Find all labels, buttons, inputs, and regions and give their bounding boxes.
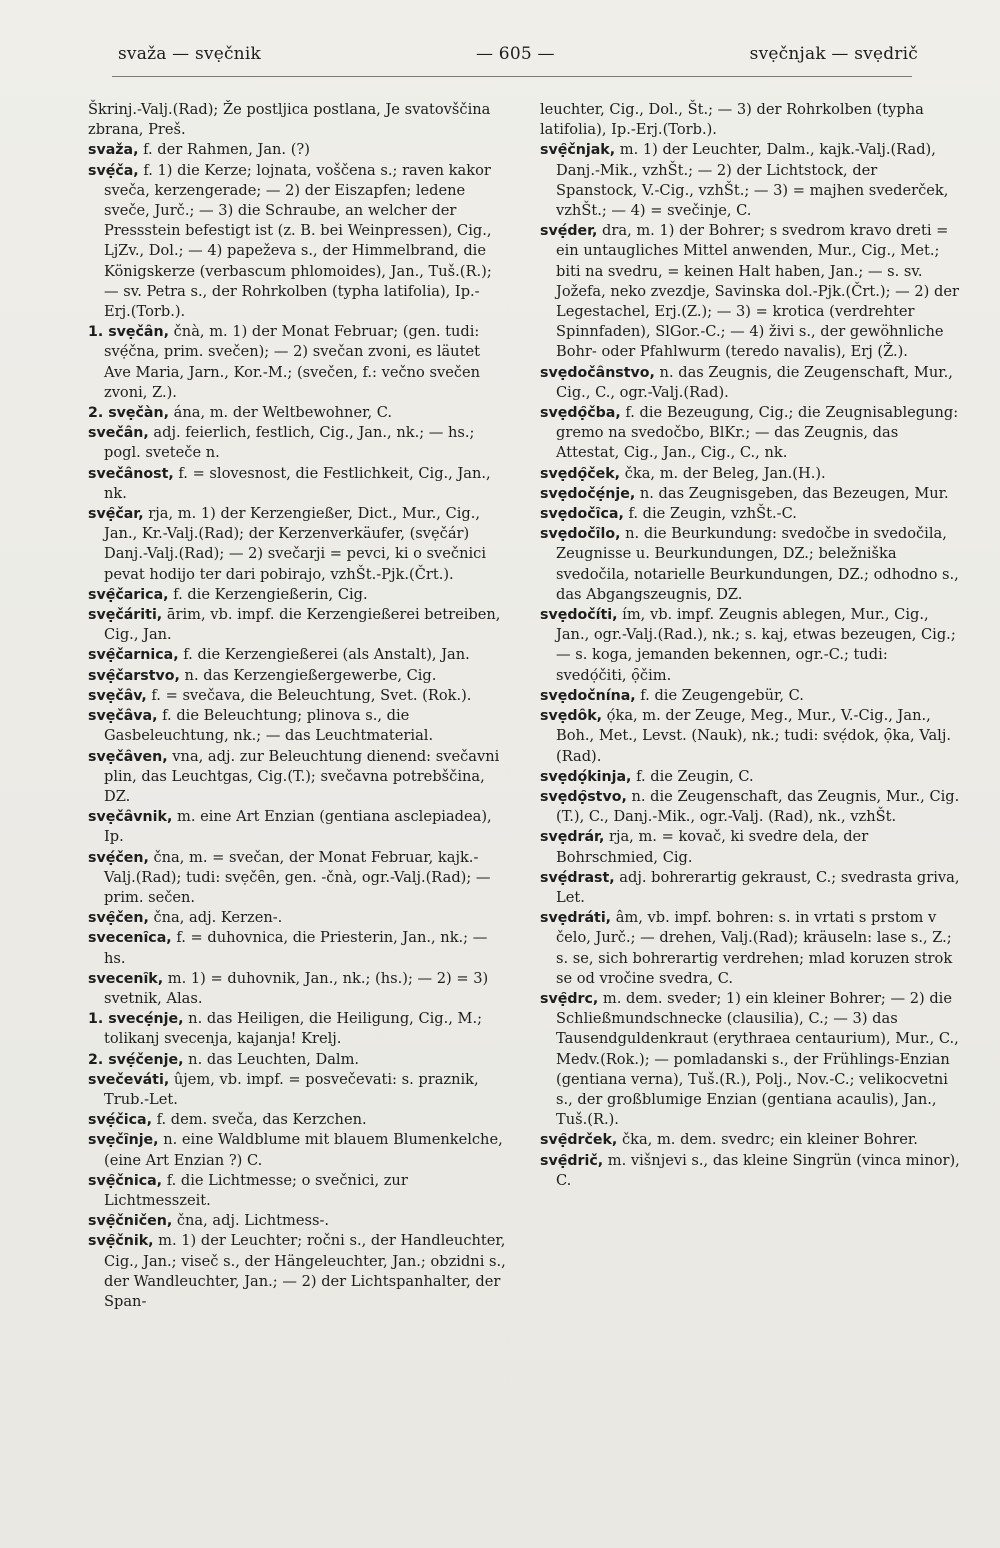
dictionary-entry — [540, 1151, 960, 1191]
entry-definition: n. das Heiligen, die Heiligung, Cig., M.; tolikanj svecenja, kajanja! Krelj. — [104, 1010, 483, 1048]
header-rule — [112, 76, 912, 77]
dictionary-entry — [88, 1171, 506, 1211]
entry-headword: svẹdočnína, — [540, 687, 636, 704]
dictionary-entry — [540, 787, 960, 827]
entry-definition: m. višnjevi s., das kleine Singrün (vinca minor), C. — [556, 1151, 960, 1189]
dictionary-entry — [88, 423, 506, 463]
dictionary-entry — [540, 504, 960, 524]
entry-headword: svẹ̑čarica, — [88, 586, 169, 603]
dictionary-entry — [540, 464, 960, 484]
entry-definition: ārim, vb. impf. die Kerzengießerei betreiben, Cig., Jan. — [104, 606, 501, 644]
dictionary-entry — [540, 524, 960, 605]
page-number: — 605 — — [476, 44, 555, 64]
entry-definition: n. eine Waldblume mit blauem Blumenkelche, (eine Art Enzian ?) C. — [104, 1131, 503, 1169]
dictionary-entry — [88, 969, 506, 1009]
dictionary-entry — [88, 807, 506, 847]
entry-headword: svẹ̑drc, — [540, 990, 599, 1007]
dictionary-entry — [88, 1009, 506, 1049]
entry-definition: čna, adj. Kerzen-. — [148, 909, 283, 927]
entry-definition: f. die Zeugin, C. — [631, 767, 754, 785]
entry-definition: f. 1) die Kerze; lojnata, voščena s.; raven kakor sveča, kerzengerade; — 2) der Eiszapfen; ledene sveče, Jurč.; — 3) die Schraube, an welcher der Pressstein befestigt ist (z. B. bei Weinpressen), Cig., LjZv., Dol.; — 4) papeževa s., der Himmelbrand, die Königskerze (verbascum phlomoides), Jan., Tuš.(R.); — sv. Petra s., der Rohrkolben (typha latifolia), Ip.-Erj.(Torb.). — [104, 161, 492, 321]
entry-definition: leuchter, Cig., Dol., Št.; — 3) der Rohrkolben (typha latifolia), Ip.-Erj.(Torb.). — [540, 101, 924, 139]
entry-headword: svẹdọ̑čba, — [540, 405, 621, 422]
entry-definition: n. das Leuchten, Dalm. — [183, 1050, 360, 1068]
entry-definition: f. dem. sveča, das Kerzchen. — [151, 1111, 367, 1129]
entry-headword: svečȃn, — [88, 425, 149, 442]
entry-continuation — [540, 100, 960, 140]
dictionary-entry — [88, 908, 506, 928]
entry-headword: svẹ́der, — [540, 223, 598, 240]
entry-definition: f. die Beleuchtung; plinova s., die Gasbeleuchtung, nk.; — das Leuchtmaterial. — [104, 707, 434, 745]
entry-headword: svẹčáriti, — [88, 607, 163, 624]
entry-headword: svẹdočȋca, — [540, 506, 624, 523]
entry-definition: čka, m. dem. svedrc; ein kleiner Bohrer. — [617, 1131, 918, 1149]
entry-headword: svẹdȏk, — [540, 708, 603, 725]
dictionary-entry — [88, 140, 506, 160]
entry-headword: svẹ̑čen, — [88, 910, 149, 927]
dictionary-entry — [88, 928, 506, 968]
dictionary-entry — [540, 605, 960, 686]
entry-definition: m. eine Art Enzian (gentiana asclepiadea), Ip. — [104, 808, 492, 846]
entry-headword: svẹ̑drček, — [540, 1132, 618, 1149]
entry-definition: ána, m. der Weltbewohner, C. — [169, 404, 393, 422]
entry-definition: ím, vb. impf. Zeugnis ablegen, Mur., Cig., Jan., ogr.-Valj.(Rad.), nk.; s. kaj, etwas bezeugen, Cig.; — s. koga, jemanden bekennen, ogr.-C.; tudi: svedọ́čiti, ọ̑čim. — [556, 606, 956, 684]
dictionary-entry — [88, 1130, 506, 1170]
dictionary-entry — [540, 403, 960, 464]
dictionary-entry — [88, 1050, 506, 1070]
entry-definition: ọ́ka, m. der Zeuge, Meg., Mur., V.-Cig., Jan., Boh., Met., Levst. (Nauk), nk.; tudi: svẹ́dok, ọ̑ka, Valj.(Rad). — [556, 707, 951, 765]
entry-headword: svẹdočȃnstvo, — [540, 364, 655, 381]
entry-definition: f. = duhovnica, die Priesterin, Jan., nk.; — hs. — [104, 929, 488, 967]
entry-definition: vna, adj. zur Beleuchtung dienend: svečavni plin, das Leuchtgas, Cig.(T.); svečavna potrebščina, DZ. — [104, 747, 500, 805]
entry-headword: svẹ̑čarstvo, — [88, 667, 180, 684]
entry-definition: rja, m. = kovač, ki svedre dela, der Bohrschmied, Cig. — [556, 828, 869, 866]
entry-headword: 2. svẹ́čenje, — [88, 1051, 184, 1068]
entry-definition: n. das Zeugnis, die Zeugenschaft, Mur., Cig., C., ogr.-Valj.(Rad). — [556, 363, 953, 401]
right-column — [540, 100, 960, 1191]
entry-definition: n. die Beurkundung: svedočbe in svedočila, Zeugnisse u. Beurkundungen, DZ.; beležniška svedočila, notarielle Beurkundungen, DZ.; odhodno s., das Abgangszeugnis, DZ. — [556, 525, 959, 603]
entry-definition: Škrinj.-Valj.(Rad); Že postljica postlana, Je svatovščina zbrana, Preš. — [88, 101, 491, 139]
entry-headword: svečȃnost, — [88, 465, 174, 482]
entry-definition: f. die Zeugengebür, C. — [635, 686, 804, 704]
dictionary-entry — [540, 1130, 960, 1150]
dictionary-entry — [88, 706, 506, 746]
entry-headword: 1. svẹčȃn, — [88, 324, 169, 341]
dictionary-entry — [88, 1211, 506, 1231]
entry-headword: svẹ̑drič, — [540, 1152, 604, 1169]
entry-definition: m. 1) = duhovnik, Jan., nk.; (hs.); — 2) = 3) svetnik, Alas. — [104, 969, 489, 1007]
entry-definition: n. die Zeugenschaft, das Zeugnis, Mur., Cig.(T.), C., Danj.-Mik., ogr.-Valj. (Rad), nk., vzhŠt. — [556, 787, 960, 826]
dictionary-entry — [88, 666, 506, 686]
entry-headword: svẹčȃva, — [88, 708, 158, 725]
entry-headword: svečeváti, — [88, 1071, 170, 1088]
header-left-guide-words: svaža — svẹčnik — [118, 44, 261, 64]
header-right-guide-words: svẹčnjak — svẹdrič — [749, 44, 918, 64]
entry-headword: svẹ̑čničen, — [88, 1213, 173, 1230]
entry-headword: svẹčȋnje, — [88, 1132, 159, 1149]
entry-definition: f. die Bezeugung, Cig.; die Zeugnisablegung: gremo na svedočbo, BlKr.; — das Zeugnis, das Attestat, Cig., Jan., Cig., C., nk. — [556, 404, 959, 462]
dictionary-entry — [540, 706, 960, 767]
entry-definition: m. 1) der Leuchter; ročni s., der Handleuchter, Cig., Jan.; viseč s., der Hängeleuchter, Jan.; obzidni s., der Wandleuchter, Jan.; — 2) der Lichtspanhalter, der Span- — [104, 1232, 506, 1310]
entry-headword: svẹdočȋlo, — [540, 526, 621, 543]
entry-headword: 1. svecẹ́nje, — [88, 1011, 184, 1028]
dictionary-entry — [88, 1110, 506, 1130]
entry-definition: f. die Zeugin, vzhŠt.-C. — [623, 505, 797, 523]
dictionary-entry — [540, 140, 960, 221]
entry-headword: svẹ̑čnjak, — [540, 142, 616, 159]
entry-headword: svẹdrár, — [540, 829, 605, 846]
dictionary-entry — [88, 605, 506, 645]
dictionary-entry — [88, 464, 506, 504]
dictionary-entry — [540, 686, 960, 706]
running-header — [118, 44, 918, 74]
entry-definition: n. das Zeugnisgeben, das Bezeugen, Mur. — [635, 484, 949, 502]
entry-definition: dra, m. 1) der Bohrer; s svedrom kravo dreti = ein untaugliches Mittel anwenden, Mur., Cig., Met.; biti na svedru, = keinen Halt haben, Jan.; — s. sv. Jožefa, neko zvezdje, Savinska dol.-Pjk.(Črt.); — 2) der Legestachel, Erj.(Z.); — 3) = krotica (verdrehter Spinnfaden), SlGor.-C.; — 4) živi s., der gewöhnliche Bohr- oder Pfahlwurm (teredo navalis), Erj (Ž.). — [556, 222, 959, 361]
dictionary-entry — [88, 585, 506, 605]
dictionary-entry — [88, 686, 506, 706]
entry-definition: ûjem, vb. impf. = posvečevati: s. praznik, Trub.-Let. — [104, 1070, 479, 1108]
entry-headword: svẹdọ̑stvo, — [540, 788, 627, 805]
entry-headword: svẹ̑čnik, — [88, 1233, 154, 1250]
dictionary-entry — [540, 767, 960, 787]
entry-headword: svẹ̑čarnica, — [88, 647, 179, 664]
dictionary-entry — [540, 221, 960, 362]
entry-headword: svẹ́čen, — [88, 849, 149, 866]
entry-headword: svẹ́ča, — [88, 162, 139, 179]
dictionary-entry — [88, 1070, 506, 1110]
entry-definition: čna, m. = svečan, der Monat Februar, kajk.-Valj.(Rad); tudi: svẹčȇn, gen. -čnà, ogr.-Valj.(Rad); — prim. sečen. — [104, 848, 491, 906]
dictionary-entry — [540, 908, 960, 989]
entry-definition: rja, m. 1) der Kerzengießer, Dict., Mur., Cig., Jan., Kr.-Valj.(Rad); der Kerzenverkäufer, (svẹčár) Danj.-Valj.(Rad); — 2) svečarji = pevci, ki o svečnici pevat hodijo ter dari pobirajo, vzhŠt.-Pjk.(Črt.). — [104, 505, 487, 583]
entry-definition: f. die Lichtmesse; o svečnici, zur Lichtmesszeit. — [104, 1171, 408, 1209]
entry-headword: svẹčȃv, — [88, 687, 147, 704]
entry-definition: n. das Kerzengießergewerbe, Cig. — [179, 666, 437, 684]
entry-definition: čnà, m. 1) der Monat Februar; (gen. tudi: svẹ́čna, prim. svečen); — 2) svečan zvoni, es läutet Ave Maria, Jarn., Kor.-M.; (svečen, f.: večno svečen zvoni, Z.). — [104, 323, 481, 401]
entry-headword: svecenȋk, — [88, 970, 164, 987]
dictionary-entry — [540, 363, 960, 403]
dictionary-entry — [88, 747, 506, 808]
entry-definition: f. der Rahmen, Jan. (?) — [138, 141, 310, 159]
dictionary-entry — [88, 504, 506, 585]
dictionary-entry — [88, 403, 506, 423]
dictionary-entry — [88, 322, 506, 403]
entry-headword: svẹdočẹ́nje, — [540, 485, 636, 502]
entry-headword: svẹdráti, — [540, 910, 612, 927]
entry-headword: svẹčȃvnik, — [88, 809, 173, 826]
entry-definition: čna, adj. Lichtmess-. — [172, 1212, 330, 1230]
entry-definition: f. die Kerzengießerin, Cig. — [168, 585, 368, 603]
entry-headword: svaža, — [88, 142, 139, 159]
entry-definition: m. dem. sveder; 1) ein kleiner Bohrer; — 2) die Schließmundschnecke (clausilia), C.; — 3) das Tausendguldenkraut (erythraea centaurium), Mur., C., Medv.(Rok.); — pomladanski s., der Frühlings-Enzian (gentiana verna), Tuš.(R.), Polj., Nov.-C.; velikocvetni s., der großblumige Enzian (gentiana acaulis), Jan., Tuš.(R.). — [556, 989, 959, 1129]
dictionary-entry — [88, 1231, 506, 1312]
entry-headword: svẹ́čica, — [88, 1112, 152, 1129]
dictionary-entry — [540, 989, 960, 1130]
entry-headword: svẹ̑čnica, — [88, 1172, 163, 1189]
entry-definition: f. = slovesnost, die Festlichkeit, Cig., Jan., nk. — [104, 464, 491, 502]
dictionary-entry — [540, 484, 960, 504]
entry-definition: f. = svečava, die Beleuchtung, Svet. (Rok.). — [146, 686, 472, 704]
entry-definition: âm, vb. impf. bohren: s. in vrtati s prstom v čelo, Jurč.; — drehen, Valj.(Rad); kräuseln: lase s., Z.; s. se, sich bohrerartig verdrehen; mlad koruzen strok se od vročine svedra, C. — [556, 909, 953, 987]
dictionary-entry — [540, 868, 960, 908]
entry-headword: svecenȋca, — [88, 930, 172, 947]
dictionary-entry — [88, 161, 506, 323]
entry-headword: 2. svẹčàn, — [88, 405, 169, 422]
entry-definition: m. 1) der Leuchter, Dalm., kajk.-Valj.(Rad), Danj.-Mik., vzhŠt.; — 2) der Lichtstock, der Spanstock, V.-Cig., vzhŠt.; — 3) = majhen svederček, vzhŠt.; — 4) = svečinje, C. — [556, 141, 949, 220]
entry-definition: f. die Kerzengießerei (als Anstalt), Jan. — [178, 646, 470, 664]
entry-definition: adj. bohrerartig gekraust, C.; svedrasta griva, Let. — [556, 868, 960, 906]
entry-definition: čka, m. der Beleg, Jan.(H.). — [620, 464, 826, 482]
dictionary-entry — [88, 848, 506, 909]
entry-headword: svẹčȃven, — [88, 748, 168, 765]
entry-definition: adj. feierlich, festlich, Cig., Jan., nk.; — hs.; pogl. sveteče n. — [104, 424, 475, 462]
entry-continuation — [88, 100, 506, 140]
entry-headword: svẹ́drast, — [540, 869, 615, 886]
entry-headword: svẹdọ̑ček, — [540, 465, 621, 482]
dictionary-entry — [88, 645, 506, 665]
dictionary-entry — [540, 827, 960, 867]
entry-headword: svẹdočíti, — [540, 607, 618, 624]
entry-headword: svẹ̑čar, — [88, 506, 144, 523]
left-column — [88, 100, 506, 1312]
entry-headword: svẹdọ́kinja, — [540, 768, 632, 785]
